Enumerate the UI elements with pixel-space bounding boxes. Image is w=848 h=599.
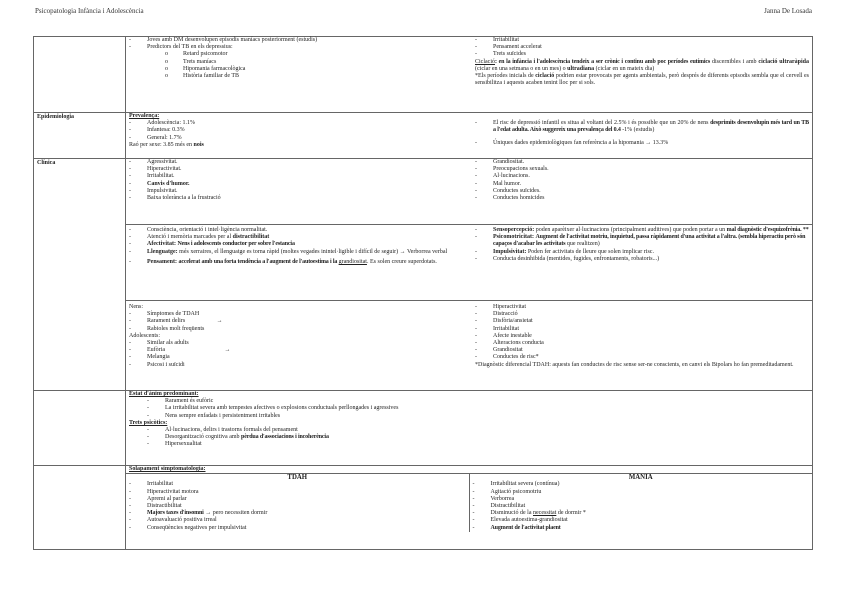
- list-item: - Agressivitat.: [129, 159, 178, 165]
- list-item: - Psicosi i suïcidi: [129, 361, 185, 368]
- arrow-right-icon: →: [645, 140, 652, 147]
- list-item: - Al·lucinacions.: [475, 173, 530, 180]
- list-item: - Pensament accelerat: [475, 44, 542, 51]
- header-left: Psicopatologia Infància i Adolescència: [35, 7, 144, 15]
- list-item: - Baixa tolerància a la frustració: [129, 195, 221, 202]
- tdah-header: TDAH: [287, 474, 308, 482]
- list-item: - Grandiositat: [475, 347, 523, 354]
- solapament-title: Solapament simptomatologia:: [129, 466, 206, 472]
- list-item: o Hipomania farmacològica: [165, 65, 246, 72]
- list-item: o Història familiar de TB: [165, 73, 240, 80]
- arrow-right-icon: →: [216, 318, 223, 325]
- list-item: - Eufòria →: [129, 347, 231, 354]
- adolescents-title: Adolescents:: [129, 332, 160, 339]
- list-item: - Al·lucinacions, delirs i trastorns formals del pensament: [147, 427, 298, 434]
- list-item: - Sensopercepció: poden aparèixer al·lucinacions (principalment auditives) que poden portar a un mal diagnòstic d'esquizofrènia. **: [475, 227, 809, 233]
- list-item: - Llenguatge: més xerraires, el llenguatge es torna ràpid (moltes vegades inintel·ligible i difícil de seguir) → Verborrea verbal: [129, 248, 448, 255]
- list-item: - Impulsivitat: Poden fer activitats de lleure que solen implicar risc.: [475, 248, 654, 255]
- nens-title: Nens:: [129, 304, 143, 310]
- list-item: - Distractibilitat: [129, 503, 182, 510]
- content-table: [33, 36, 813, 550]
- list-item: - Conductes de risc*: [475, 354, 539, 361]
- list-item: - Rarament és eufòric: [147, 398, 214, 405]
- list-item: - Conductes homicides: [475, 195, 545, 202]
- list-item: - Rabioles molt freqüents: [129, 325, 205, 332]
- list-item: - Conducta desinhibida (mentides, fugides, enfrontaments, robatoris...): [475, 255, 660, 262]
- list-item: - Pensament: accelerat amb una forta tendència a l'augment de l'autoestima i la grandiositat. Es solen creure superdotats.: [129, 258, 437, 265]
- list-item: - Hiperactivitat motora: [129, 488, 199, 495]
- rao-sexe: Raó per sexe: 3.85 més en nois: [129, 141, 204, 148]
- epidemiologia-label: Epidemiologia: [34, 113, 126, 159]
- list-item: - Augment de l'activitat plaent: [472, 524, 561, 531]
- list-item: - Elevada autoestima-grandiositat: [472, 517, 568, 524]
- list-item: - Psicomotricitat: Augment de l'activitat motriu, inquietud, passa ràpidament d'una activitat a l'altra. (sembla hiperactiu però són capaços d'acabar les activitats que realitzen): [475, 234, 806, 248]
- list-item: - Alteracions conducta: [475, 340, 544, 347]
- list-item: - Irritabilitat.: [129, 173, 175, 180]
- ciclacio-note: *Els períodes inicials de ciclació podrien estar provocats per agents ambientals, però després de diferents episodis sembla que el cervell es sensibilitza i aquests acaben tenint lloc per si sols.: [475, 73, 809, 87]
- list-item: - Trets suïcides: [475, 51, 526, 58]
- clinica-label: Clínica: [34, 159, 126, 391]
- list-item: - Hiperactivitat.: [129, 166, 182, 173]
- solapament-row: [34, 466, 813, 550]
- list-item: - Desorganització cognitiva amb pèrdua d'associacions i incoherència: [147, 434, 329, 441]
- epidemiologia-row: [34, 113, 813, 159]
- list-item: - Irritabilitat: [475, 325, 519, 332]
- arrow-right-icon: →: [205, 510, 212, 517]
- trets-psicotics-title: Trets psicòtics:: [129, 419, 168, 426]
- header-right: Janna De Losada: [764, 7, 812, 15]
- list-item: - Similar als adults: [129, 340, 189, 347]
- list-item: - Conductes suïcides.: [475, 187, 541, 194]
- list-item: - Irritabilitat: [475, 37, 519, 43]
- list-item: - Irritabilitat: [129, 481, 173, 488]
- list-item: - Símptomes de TDAH: [129, 311, 200, 318]
- list-item: - Impulsivitat.: [129, 187, 178, 194]
- list-item: o Trets maníacs: [165, 58, 217, 65]
- list-item: - Atenció i memòria marcades per al distractibilitat: [129, 234, 270, 241]
- list-item: - Preocupacions sexuals.: [475, 166, 549, 173]
- list-item: - Irritabilitat severa (contínua): [472, 481, 560, 488]
- list-item: - Distracció: [475, 311, 518, 318]
- list-item: - Disminució de la necessitat de dormir *: [472, 510, 586, 517]
- list-item: - Mal humor.: [475, 180, 521, 187]
- estat-anim-row: [34, 391, 813, 466]
- list-item: - Afecte inestable: [475, 332, 532, 339]
- list-item: - El risc de depressió infantil es situa al voltant del 2.5% i és possible que un 20% de nens desprimits desenvolupin més tard un TB a l'edat adulta. Això suggereix una prevalença del 0.4 -1% (estudis): [475, 120, 809, 134]
- ciclacio-text: Ciclació: en la infància i l'adolescència tendeix a ser crònic i continu amb poc períodes eutímics discernibles i amb ciclació ultraràpida (ciclar en una setmana o en un mes) o ultradiana (ciclar en un mateix dia): [475, 58, 809, 72]
- list-item: - Afectivitat: Nens i adolescents conductor per sobre l'estancia: [129, 241, 295, 248]
- list-item: - Conseqüències negatives per impulsivitat: [129, 524, 247, 531]
- list-item: - Hiperactivitat: [475, 304, 526, 310]
- list-item: - Canvis d'humor.: [129, 180, 190, 187]
- list-item: - Infantesa: 0.3%: [129, 127, 185, 134]
- list-item: - Verborrea: [472, 495, 515, 502]
- list-item: - Autoavaluació positiva irreal: [129, 517, 217, 524]
- list-item: - Majors taxes d'insomni → pero necessiten dormir: [129, 510, 268, 517]
- mania-header: MANIA: [628, 474, 653, 482]
- list-item: - Melangia: [129, 354, 170, 361]
- list-item: - Apremi al parlar: [129, 495, 187, 502]
- list-item: - General: 1.7%: [129, 134, 182, 141]
- clinica-row: [34, 159, 813, 225]
- list-item: - Distractibilitat: [472, 503, 526, 510]
- list-item: - Disfòria/ansietat: [475, 318, 533, 325]
- list-item: - Hipersexualitat: [147, 441, 202, 448]
- estat-anim-title: Estat d'ànim predominant:: [129, 391, 199, 397]
- list-item: o Retard psicomotor: [165, 51, 228, 58]
- list-item: - Predictors del TB en els depressius:: [129, 44, 233, 51]
- list-item: - Rarament delirs →: [129, 318, 223, 325]
- list-item: - Joves amb DM desenvolupen episodis maníacs posteriorment (estudis): [129, 37, 318, 43]
- continuation-row: [34, 37, 813, 113]
- clinica-detail-row: [34, 225, 813, 301]
- clinica-age-row: [34, 301, 813, 391]
- list-item: - Nens sempre enfadats i persistentment irritables: [147, 412, 281, 419]
- list-item: - Grandiositat.: [475, 159, 525, 165]
- tdah-note: *Diagnòstic diferencial TDAH: aquests fan conductes de risc sense ser-ne conscients, en canvi els Bipolars ho fan premeditadament.: [475, 361, 794, 368]
- list-item: - Adolescència: 1.1%: [129, 120, 195, 127]
- list-item: - La irritabilitat severa amb tempestes afectives o explosions conductuals perllongades i agressives: [147, 405, 399, 412]
- arrow-right-icon: →: [399, 248, 406, 255]
- arrow-right-icon: →: [224, 347, 231, 354]
- list-item: - Úniques dades epidemiològiques fan referència a la hipomania → 13.3%: [475, 140, 669, 147]
- prevalenca-title: Prevalença:: [129, 113, 160, 119]
- list-item: - Agitació psicomotriu: [472, 488, 542, 495]
- list-item: - Consciència, orientació i intel·ligència normalitat.: [129, 227, 268, 233]
